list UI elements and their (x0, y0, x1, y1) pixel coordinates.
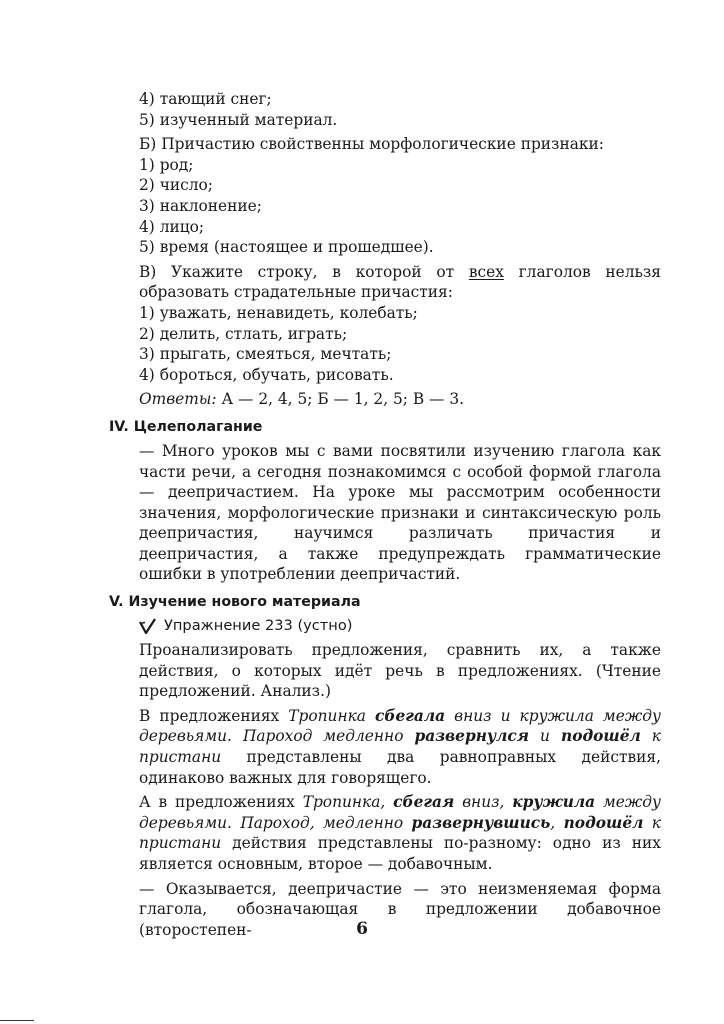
test-option-v4: 4) бороться, обучать, рисовать. (139, 365, 394, 384)
comparison-paragraph-1 (139, 706, 661, 788)
test-option-b5: 5) время (настоящее и прошедшее). (139, 238, 434, 257)
p3-text-1: А в предложениях (139, 793, 303, 812)
question-v-underlined: всех (468, 262, 504, 281)
test-answers (139, 389, 661, 410)
p2-bold-1: сбегала (375, 706, 446, 725)
test-option-b2: 2) число; (139, 176, 213, 195)
test-option-b1: 1) род; (139, 155, 194, 174)
test-option-a4: 4) тающий снег; (139, 90, 272, 108)
p3-bold-2: кружила (512, 793, 596, 812)
p2-text-1: В предложениях (139, 706, 289, 725)
goal-setting-paragraph: — Много уроков мы с вами посвятили изучению глагола как части речи, а сегодня познакомимся с особой формой глагола — деепричастием. На уроке мы рассмотрим особенности значения, морфологические признаки и синтаксическую роль деепричастия, научимся различать причастия и деепричастия, а также предупреждать грамматические ошибки в употреблении деепричастий. (139, 441, 661, 584)
definition-paragraph: — Оказывается, деепричастие — это неизменяемая форма глагола, обозначающая в предложении добавочное (второстепен- (139, 879, 661, 939)
p3-bold-1: сбегая (393, 793, 455, 812)
test-option-v1: 1) уважать, ненавидеть, колебать; (139, 303, 418, 322)
p2-text-2: представлены два равноправных действия, одинаково важных для говорящего. (139, 748, 661, 787)
answers-text: А — 2, 4, 5; Б — 1, 2, 5; В — 3. (216, 390, 465, 409)
question-v-start: В) Укажите строку, в которой от (139, 262, 469, 281)
p3-bold-3: развернувшись (411, 813, 551, 832)
test-question-b: Б) Причастию свойственны морфологические признаки: (139, 135, 604, 154)
test-option-a5: 5) изученный материал. (139, 110, 338, 129)
exercise-header (139, 616, 661, 636)
p3-italic-2: вниз, (454, 793, 513, 812)
p2-italic-2: вниз и (445, 706, 520, 725)
test-option-v3: 3) прыгать, смеяться, мечтать; (139, 345, 392, 364)
page-content (109, 89, 661, 940)
p2-italic-1: Тропинка (288, 706, 375, 725)
p2-bold-3: подошёл (561, 727, 641, 746)
corner-divider (0, 1020, 34, 1021)
p3-text-2: действия представлены по-разному: одно из них является основным, второе — добавочным. (139, 834, 661, 873)
comparison-paragraph-2 (139, 792, 661, 874)
p2-italic-5: и (529, 727, 561, 746)
exercise-label: Упражнение 233 (устно) (164, 617, 353, 635)
test-option-b4: 4) лицо; (139, 217, 205, 236)
test-option-b3: 3) наклонение; (139, 196, 262, 215)
p3-bold-4: подошёл (563, 813, 644, 832)
p3-italic-4: , (550, 813, 564, 832)
section-heading-new-material: V. Изучение нового материала (109, 594, 361, 611)
p3-italic-5: к пристани (139, 813, 661, 853)
p3-italic-3: между деревьями. Пароход, медленно (139, 793, 661, 832)
exercise-instruction: Проанализировать предложения, сравнить их, а также действия, о которых идёт речь в предложениях. (Чтение предложений. Анализ.) (139, 641, 661, 701)
test-question-v (139, 262, 661, 303)
p2-italic-3: кружила (519, 706, 594, 725)
test-option-v2: 2) делить, стлать, играть; (139, 324, 348, 343)
section-heading-goal-setting: IV. Целеполагание (109, 418, 263, 435)
checkmark-icon (139, 618, 156, 634)
question-v-end: глаголов нельзя образовать страдательные причастия: (139, 262, 661, 302)
answers-label: Ответы: (139, 390, 217, 409)
p3-italic-1: Тропинка, (302, 793, 394, 812)
p2-bold-2: развернулся (414, 727, 530, 746)
page-number: 6 (356, 919, 368, 939)
p2-italic-4: между деревьями. Пароход медленно (139, 706, 661, 746)
p2-italic-6: к пристани (139, 727, 661, 767)
